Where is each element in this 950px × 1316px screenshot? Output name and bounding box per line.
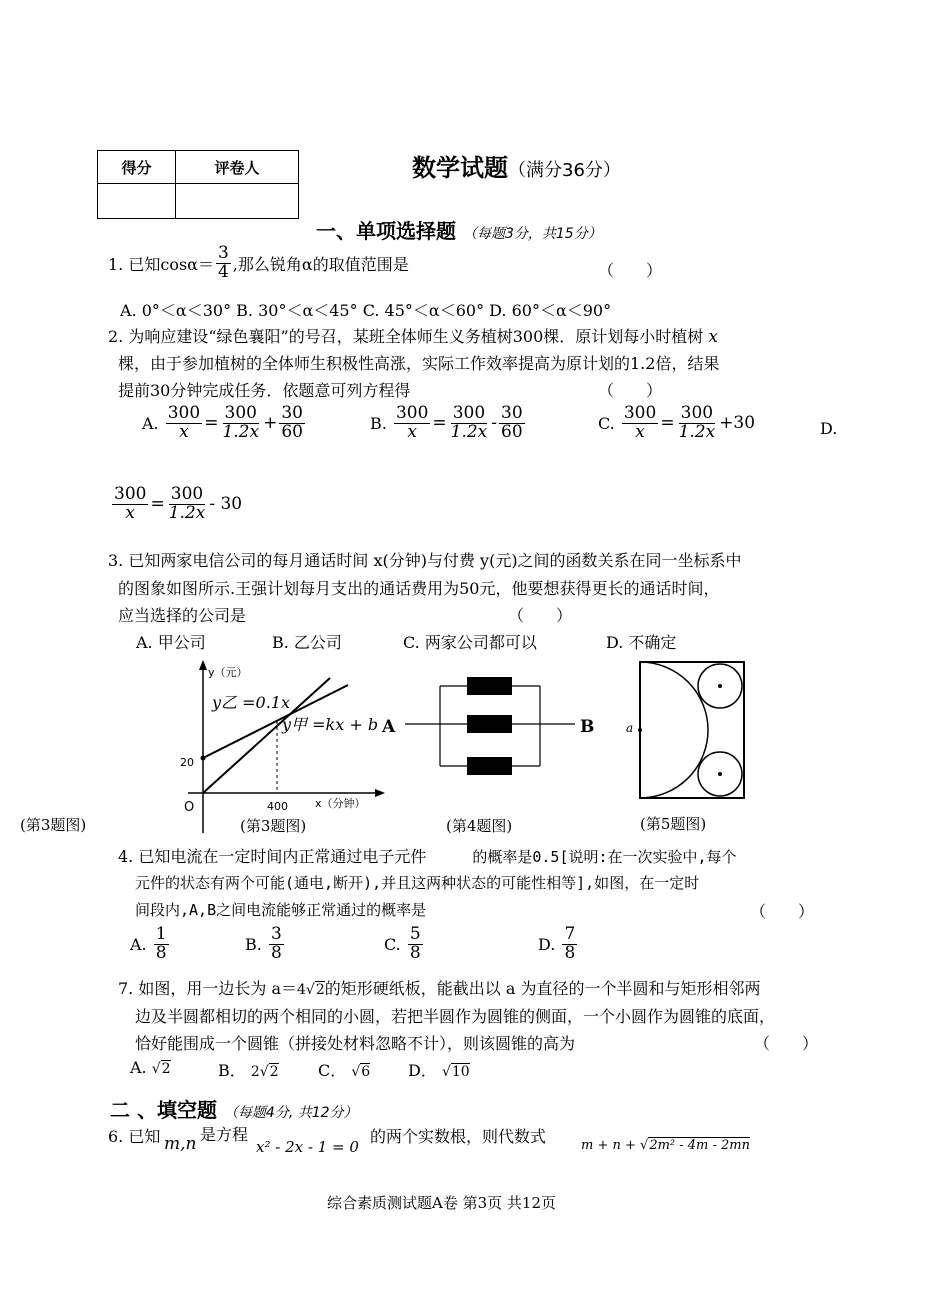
q2-d-label: D. <box>820 419 838 438</box>
q2-a-frac2 <box>220 405 261 442</box>
q1-fraction <box>216 245 231 282</box>
q2-c-frac1 <box>622 405 658 442</box>
q2-var-x: x <box>708 327 718 347</box>
q2-d-f2-den: 1.2x <box>168 502 206 523</box>
q2-line2: 棵，由于参加植树的全体师生积极性高涨，实际工作效率提高为原计划的1.2倍，结果 <box>118 354 720 373</box>
q2-b-f1-den: x <box>407 421 417 442</box>
q4-option-d <box>538 926 579 963</box>
fig3-y-label: y（元） <box>208 666 248 679</box>
q4-d-num: 7 <box>564 924 576 944</box>
q2-a-f1-den: x <box>179 421 189 442</box>
q2-c-f1-den: x <box>635 421 645 442</box>
score-header: 得分 <box>98 151 176 184</box>
page-title <box>412 148 621 183</box>
q1-frac-num: 3 <box>217 243 229 263</box>
q3-option-a: A. 甲公司 <box>136 633 206 652</box>
q4-option-b <box>245 926 286 963</box>
q2-c-eq: = <box>660 413 675 434</box>
title-main: 数学试题 <box>412 154 508 182</box>
fig4-element-bottom <box>467 757 512 775</box>
q2-line1-text: 2. 为响应建设“绿色襄阳”的号召，某班全体师生义务植树300棵．原计划每小时植树 <box>108 327 704 346</box>
fig5-point-a <box>638 728 642 732</box>
fig3-origin: O <box>184 800 195 815</box>
q2-a-frac1 <box>166 405 202 442</box>
q7-option-d <box>408 1058 470 1081</box>
q2-b-frac1 <box>394 405 430 442</box>
q2-d-frac2 <box>167 486 208 523</box>
q2-a-frac3 <box>279 405 305 442</box>
q2-d-f2-num: 300 <box>170 484 204 504</box>
fig5-label-a: a <box>626 721 634 735</box>
q2-c-frac2 <box>677 405 718 442</box>
fig3-line-jia-label: y甲 =kx + b <box>282 715 379 734</box>
q2-d-f1-num: 300 <box>114 484 147 504</box>
q2-a-label: A. <box>142 413 159 433</box>
section1-title: 一、单项选择题 <box>316 219 456 243</box>
q7-line2: 边及半圆都相切的两个相同的小圆，若把半圆作为圆锥的侧面，一个小圆作为圆锥的底面， <box>135 1007 776 1026</box>
section2-note: （每题4分, 共12分） <box>223 1105 358 1121</box>
q7-b-value: 2√2 <box>250 1064 279 1080</box>
q4-a-den: 8 <box>155 942 167 963</box>
q2-option-d <box>110 486 242 523</box>
q2-a-f1-num: 300 <box>167 403 201 423</box>
q3-line2: 的图象如图所示.王强计划每月支出的通话费用为50元，他要想获得更长的通话时间， <box>118 579 720 598</box>
q6-equation: x² - 2x - 1 = 0 <box>256 1138 359 1156</box>
q7-a-rad: 2 <box>161 1061 171 1077</box>
q4-option-a <box>130 926 171 963</box>
q4-c-den: 8 <box>409 942 421 963</box>
q4-b-frac <box>269 926 284 963</box>
fig4-caption: (第4题图) <box>446 817 513 835</box>
q3-line3: 应当选择的公司是 <box>118 606 247 625</box>
q6-mid: 是方程 <box>200 1125 249 1144</box>
q2-option-c <box>598 405 755 442</box>
q7-c-label: C． <box>318 1061 347 1080</box>
section2-title: 二 、填空题 <box>110 1098 217 1122</box>
q3-option-d: D. 不确定 <box>606 633 677 652</box>
q2-a-f3-den: 60 <box>281 421 303 442</box>
q3-line1: 3. 已知两家电信公司的每月通话时间 x(分钟)与付费 y(元)之间的函数关系在同一坐标系中 <box>108 551 742 570</box>
q7-a-label: A. <box>130 1058 147 1077</box>
q4-d-frac <box>562 926 577 963</box>
fig3-line-yi-label: y乙 =0.1x <box>212 693 291 712</box>
fig4-label-b: B <box>580 717 595 737</box>
q4-c-label: C. <box>384 934 401 954</box>
title-sub: （满分36分） <box>508 160 621 181</box>
fig5-caption: (第5题图) <box>640 815 707 833</box>
q7-line1 <box>118 976 760 999</box>
q7-c-rad: 6 <box>361 1064 371 1080</box>
q4-line2: 元件的状态有两个可能(通电,断开),并且这两种状态的可能性相等],如图，在一定时 <box>135 874 700 892</box>
q4-a-frac <box>154 926 169 963</box>
q7-answer-paren: （ ） <box>754 1034 819 1053</box>
q4-line1b: 的概率是0.5[说明:在一次实验中,每个 <box>472 848 737 866</box>
section2-heading <box>110 1094 358 1123</box>
q7-c-value: √6 <box>351 1064 371 1080</box>
q7-side-value: 4√2 <box>296 982 325 998</box>
fig3-left-caption: (第3题图) <box>20 816 87 834</box>
q7-d-rad: 10 <box>451 1064 470 1080</box>
q2-c-label: C. <box>598 413 615 433</box>
q7-line1b: 的矩形硬纸板，能截出以 a 为直径的一个半圆和与矩形相邻两 <box>324 979 761 998</box>
q2-a-f2-den: 1.2x <box>222 421 260 442</box>
section1-heading <box>316 215 602 244</box>
q3-option-c: C. 两家公司都可以 <box>403 633 537 652</box>
q1-answer-paren: （ ） <box>598 261 663 280</box>
fig3-tick-y: 20 <box>180 756 194 769</box>
q7-val-coef: 4 <box>296 982 306 998</box>
fig3-x-label: x（分钟） <box>315 797 366 810</box>
fig4-label-a: A <box>382 717 396 737</box>
grader-cell <box>176 184 299 219</box>
fig4-element-mid <box>467 715 512 733</box>
q1-frac-den: 4 <box>217 261 229 282</box>
q7-a-value: √2 <box>151 1061 171 1077</box>
q4-line3: 间段内,A,B之间电流能够正常通过的概率是 <box>135 901 427 919</box>
q4-d-den: 8 <box>564 942 576 963</box>
q4-b-num: 3 <box>270 924 282 944</box>
q2-b-op: - <box>491 413 498 434</box>
score-table <box>97 150 299 219</box>
q3-option-b: B. 乙公司 <box>272 633 342 652</box>
q2-b-f3-den: 60 <box>501 421 523 442</box>
q2-b-frac2 <box>449 405 490 442</box>
q2-b-f1-num: 300 <box>395 403 429 423</box>
q6-expression: m + n + √2m² - 4m - 2mn <box>581 1138 751 1153</box>
q1-stem-b: ,那么锐角α的取值范围是 <box>232 254 409 274</box>
q2-option-b <box>370 405 527 442</box>
q4-option-c <box>384 926 425 963</box>
q4-a-num: 1 <box>155 924 167 944</box>
q2-a-eq: = <box>204 413 219 434</box>
q7-line3: 恰好能围成一个圆锥（拼接处材料忽略不计），则该圆锥的高为 <box>135 1034 576 1053</box>
fig3-intercept-point <box>201 756 206 761</box>
q4-c-frac <box>408 926 423 963</box>
q2-c-f2-num: 300 <box>680 403 714 423</box>
q2-c-f2-den: 1.2x <box>678 421 716 442</box>
q4-b-label: B. <box>245 934 262 954</box>
q7-d-value: √10 <box>441 1064 470 1080</box>
q4-line1 <box>118 844 737 867</box>
fig5-figure <box>636 660 748 802</box>
q4-c-num: 5 <box>409 924 421 944</box>
q6-expr-rad: 2m² - 4m - 2mn <box>649 1138 751 1153</box>
q4-answer-paren: （ ） <box>750 902 815 921</box>
q6-expr-head: m + n + <box>581 1138 636 1153</box>
q3-answer-paren: （ ） <box>508 606 573 625</box>
q7-line1a: 7. 如图，用一边长为 a＝ <box>118 979 297 998</box>
q2-b-frac3 <box>499 405 525 442</box>
q6-vars: m,n <box>164 1134 197 1154</box>
q4-line1a: 4. 已知电流在一定时间内正常通过电子元件 <box>118 847 427 866</box>
q2-b-eq: = <box>432 413 447 434</box>
q2-b-f2-den: 1.2x <box>450 421 488 442</box>
q2-d-tail: - 30 <box>209 494 243 515</box>
q1-stem <box>108 245 409 282</box>
fig5-center-bottom <box>718 772 722 776</box>
score-cell <box>98 184 176 219</box>
fig3-y-arrow <box>199 660 207 670</box>
q7-option-a <box>130 1058 171 1077</box>
q2-b-label: B. <box>370 413 387 433</box>
q2-b-f2-num: 300 <box>452 403 486 423</box>
q2-c-tail: +30 <box>719 413 756 434</box>
q2-answer-paren: （ ） <box>598 381 663 400</box>
section1-note: （每题3分，共15分） <box>462 226 602 242</box>
q7-b-rad: 2 <box>269 1064 279 1080</box>
q7-val-rad: 2 <box>315 982 325 998</box>
q4-d-label: D. <box>538 934 556 954</box>
q2-a-f3-num: 30 <box>281 403 303 423</box>
q2-option-a <box>142 405 307 442</box>
grader-header: 评卷人 <box>176 151 299 184</box>
q6-lead: 6. 已知 <box>108 1127 161 1146</box>
q7-b-coef: 2 <box>250 1064 260 1080</box>
fig5-rectangle <box>640 662 744 798</box>
fig4-element-top <box>467 677 512 695</box>
q7-d-label: D． <box>408 1061 437 1080</box>
q6-tail: 的两个实数根，则代数式 <box>370 1127 547 1146</box>
fig5-center-top <box>718 684 722 688</box>
q1-options: A. 0°＜α＜30° B. 30°＜α＜45° C. 45°＜α＜60° D. 60°＜α＜90° <box>120 301 612 320</box>
q1-stem-a: 1. 已知cosα＝ <box>108 254 214 274</box>
fig3-caption: (第3题图) <box>240 817 307 835</box>
q7-option-c <box>318 1058 370 1081</box>
q2-d-eq: = <box>150 494 165 515</box>
q2-d-frac1 <box>112 486 148 523</box>
q7-option-b <box>218 1058 279 1081</box>
q4-b-den: 8 <box>270 942 282 963</box>
page-footer: 综合素质测试题A卷 第3页 共12页 <box>327 1194 557 1212</box>
q4-a-label: A. <box>130 934 147 954</box>
q2-a-f2-num: 300 <box>224 403 257 423</box>
q2-b-f3-num: 30 <box>501 403 523 423</box>
fig4-circuit <box>380 666 605 791</box>
q2-line3: 提前30分钟完成任务．依题意可列方程得 <box>118 381 411 400</box>
q2-c-f1-num: 300 <box>623 403 657 423</box>
fig3-tick-x: 400 <box>267 800 288 813</box>
q2-a-op: + <box>263 413 278 434</box>
q2-line1 <box>108 324 718 347</box>
q7-b-label: B． <box>218 1061 246 1080</box>
q2-d-f1-den: x <box>125 502 136 523</box>
fig3-graph <box>170 658 390 838</box>
